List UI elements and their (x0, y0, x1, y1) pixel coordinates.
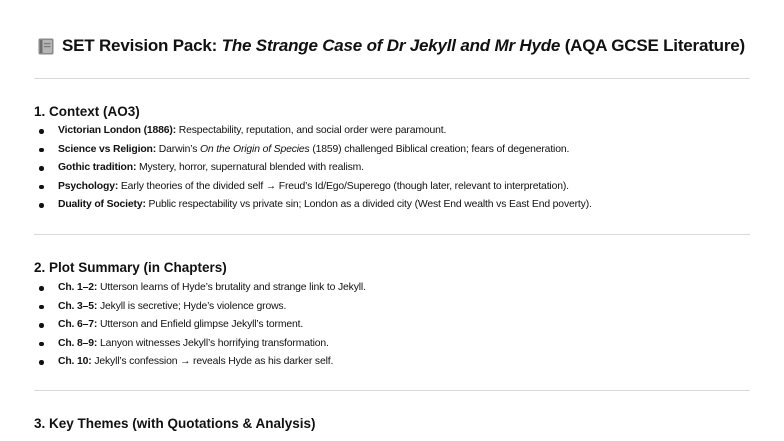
list-item (34, 353, 366, 372)
list-item (34, 196, 592, 215)
item-text: (1859) challenged Biblical creation; fears of degeneration. (309, 143, 570, 155)
page-title (38, 36, 745, 56)
item-label: Gothic tradition: (58, 162, 137, 174)
item-italic-text: On the Origin of Species (200, 143, 310, 155)
item-label: Science vs Religion: (58, 143, 157, 155)
item-label: Psychology: (58, 180, 119, 192)
list-item (34, 316, 366, 335)
section-heading-themes: 3. Key Themes (with Quotations & Analysis) (34, 416, 316, 431)
item-text: Utterson and Enfield glimpse Jekyll’s torment. (97, 319, 304, 331)
title-book-name: The Strange Case of Dr Jekyll and Mr Hyde (221, 36, 561, 55)
title-text (62, 36, 745, 56)
list-item (34, 159, 592, 178)
section-heading-context: 1. Context (AO3) (34, 104, 140, 119)
list-item (34, 178, 592, 197)
item-label: Victorian London (1886): (58, 125, 177, 136)
item-text: Early theories of the divided self → Freud’s Id/Ego/Superego (though later, relevant to interpretation). (118, 180, 569, 192)
item-text: Mystery, horror, supernatural blended with realism. (136, 162, 364, 174)
item-text: Lanyon witnesses Jekyll’s horrifying transformation. (97, 337, 329, 349)
list-item (34, 141, 592, 160)
list-item (34, 298, 366, 317)
item-text: Utterson learns of Hyde’s brutality and strange link to Jekyll. (97, 282, 366, 293)
plot-list (34, 279, 366, 372)
divider (34, 390, 750, 391)
item-text: Darwin’s (156, 143, 200, 155)
book-icon (38, 38, 54, 55)
item-label: Ch. 1–2: (58, 282, 98, 293)
divider (34, 78, 750, 79)
item-text: Respectability, reputation, and social order were paramount. (176, 125, 447, 136)
title-prefix: SET Revision Pack: (62, 36, 222, 55)
item-label: Ch. 10: (58, 356, 92, 368)
title-suffix: (AQA GCSE Literature) (560, 36, 745, 55)
item-text: Jekyll is secretive; Hyde’s violence grows. (97, 300, 287, 312)
item-text: Public respectability vs private sin; London as a divided city (West End wealth vs East End poverty). (145, 199, 592, 211)
item-label: Ch. 6–7: (58, 319, 98, 331)
list-item (34, 122, 592, 141)
context-list (34, 122, 592, 215)
item-label: Duality of Society: (58, 199, 146, 211)
list-item (34, 335, 366, 354)
item-label: Ch. 8–9: (58, 337, 98, 349)
item-text: Jekyll’s confession → reveals Hyde as his darker self. (91, 356, 334, 368)
item-label: Ch. 3–5: (58, 300, 98, 312)
section-heading-plot: 2. Plot Summary (in Chapters) (34, 260, 227, 275)
divider (34, 234, 750, 235)
list-item (34, 279, 366, 298)
